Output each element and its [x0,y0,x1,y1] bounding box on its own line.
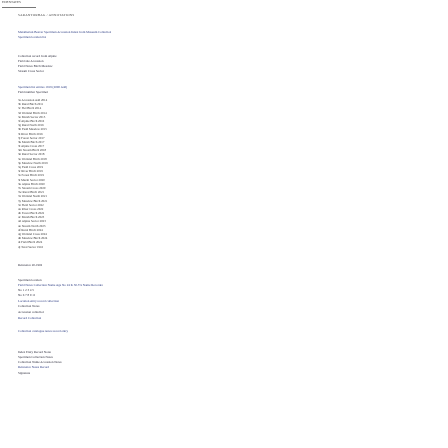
list-item: 3i River Birch 2016 [18,131,43,136]
list-item: 3o Wetland Birch 2018 [18,156,47,161]
list-item: 3g Rural North 2016 [18,123,44,128]
section-c-line1: Specimen location [18,279,42,282]
doc-header-line1: EDENTATES [2,1,21,4]
list-item: 3z Field Sector 2022 [18,202,44,207]
section-a-line4: Stream Cross Sector [18,70,45,73]
list-item: 3v Stream Cross 2020 [18,185,46,190]
list-item: 4j Total Sector 1916 [18,244,44,249]
section-b-title: Specimen list entries 1919 (2000 Add) [18,86,68,89]
list-item: 4h Meadow Birch 2024 [18,236,48,241]
section-c-line6: Collection Notes [18,305,40,308]
section-c-line3: No 1 2 3 4 5 [18,289,34,292]
list-item: 3m Stream Birch 2018 [18,148,47,153]
list-item: 4d Alpine Sector 2023 [18,219,46,224]
section-d-line2: Specimen Collection Notes [18,356,53,359]
list-item: 3u Alpine Birch 2020 [18,181,45,186]
list-item: 3n Rural Sector 2018 [18,152,45,157]
list-item: 3q Field Cross 2019 [18,165,44,169]
list-item: 4a River Cross 2022 [18,206,44,211]
list-item: 3s Forest Birch 2019 [18,173,44,178]
list-item: 3p Meadow North 2019 [18,160,48,165]
list-item: 3f Alpine Birch 2016 [18,118,45,123]
list-item: 3a Accession Add 2014 [18,98,48,102]
list-item: 3b Rural Birch 2011 [18,102,44,107]
list-item: 3w Rural Birch 2021 [18,190,45,195]
intro-line2: Specimen location list [18,36,47,39]
section-d-line4: Reference Notes Record [18,366,50,369]
underlined-line: Collection catalogue notes record entry [18,330,69,333]
list-item: 4e Stream North 2023 [18,223,46,228]
list-item: 4c Marsh Birch 2023 [18,215,45,220]
section-b-heading: Field number Specimen [18,91,49,94]
list-item: 3e Marsh Sector 2015 [18,114,46,119]
list-item: 3d Wetland Birch 2014 [18,110,47,115]
doc-header-line2: SARANTORBAG / ANNOTATIONS [18,14,75,17]
list-item: 3t Marsh Sector 2020 [18,177,45,182]
signature-label: Signature [18,372,31,375]
section-c-line2: Field Notes Collection Name Age No 24 K 30.3% Name Recorded [18,284,104,287]
specimen-list [18,98,60,249]
section-a-line1: Collection record from Alpine [18,55,57,58]
list-item: 3l Alpine Cross 2017 [18,144,45,149]
section-a-line2: Field site Accession [18,60,44,63]
section-c-line5: Location entry record collection [18,300,59,303]
section-d-line3: Collection Name Accession Notes [18,361,62,364]
list-item: 3h Field Meadow 2015 [18,127,47,132]
list-item: 3c Fiel Birch 2014 [18,106,42,111]
list-item: 4g Wetland Cross 2024 [18,232,47,236]
list-item: 3j Forest Sector 2017 [18,135,45,140]
list-item: 3x Wetland North 2021 [18,194,47,199]
list-item: 4b Forest Birch 2022 [18,211,45,216]
list-item: 3r River Birch 2019 [18,169,43,174]
section-a-line3: Field Notes Birch Meadow [18,65,53,68]
list-item: 3k Marsh Birch 2017 [18,139,45,144]
list-item: 4f Rural Birch 2024 [18,227,43,232]
section-c-line8: Record Collection [18,317,42,320]
header-rule [2,7,36,8]
section-c-line7: Accession collection [18,311,45,314]
list-item: 4i Field Birch 2024 [18,240,43,245]
intro-line1: Metatherian Beaver Specimen Accession Index from Museum Collection [18,31,112,34]
list-item: 3y Meadow Birch 2021 [18,198,48,203]
reference-line: Reference 20-1969 [18,264,43,267]
section-c-line4: No 6 7 8 9 10 [18,294,36,297]
section-d-line1: Index Entry Record Notes [18,351,52,354]
